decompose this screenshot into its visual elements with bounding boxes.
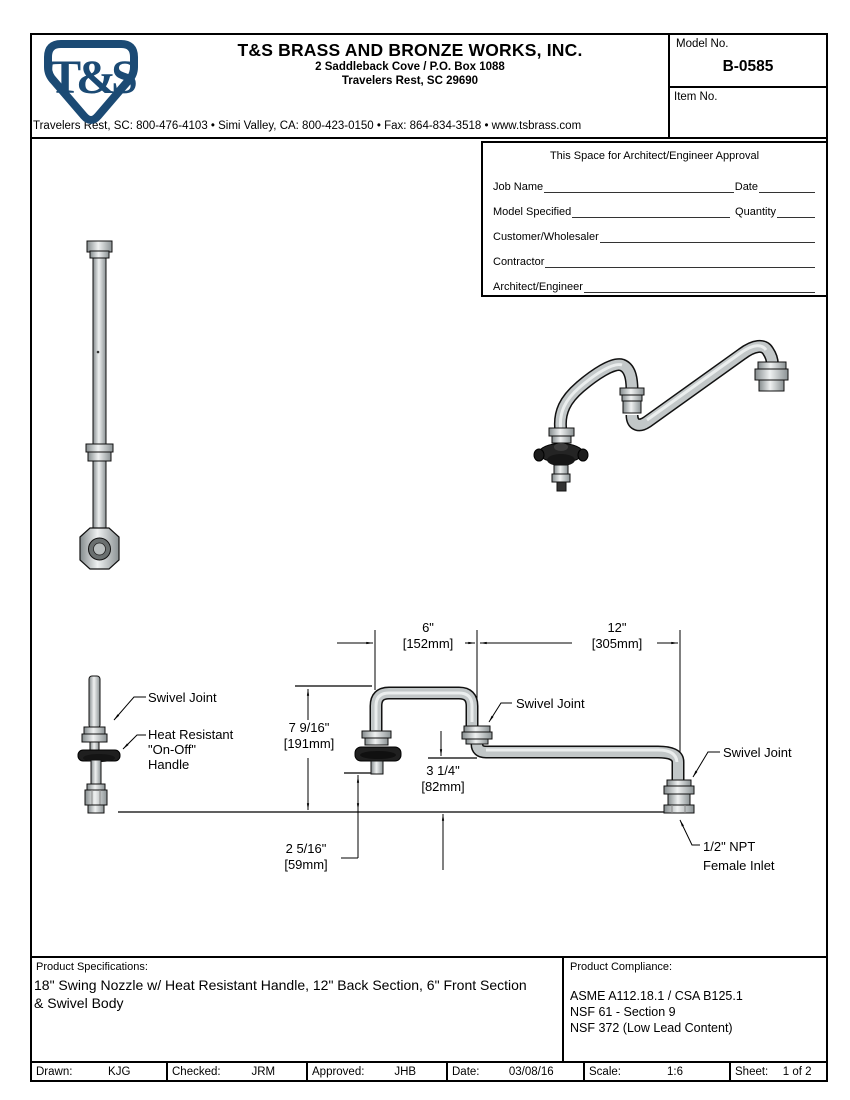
- company-address-line1: 2 Saddleback Cove / P.O. Box 1088: [315, 61, 505, 73]
- top-view-drawing: [80, 241, 119, 569]
- callout-heat-line3: Handle: [148, 757, 190, 772]
- scale-value: 1:6: [666, 1066, 683, 1078]
- scale-label: Scale:: [589, 1066, 621, 1078]
- approval-label-job-name: Job Name: [493, 181, 544, 193]
- company-contact-line: Travelers Rest, SC: 800-476-4103 • Simi Valley, CA: 800-423-0150 • Fax: 864-834-3518 • www.tsbrass.com: [33, 120, 582, 132]
- dimension-height-in: 7 9/16": [288, 720, 330, 735]
- sheet-label: Sheet:: [735, 1066, 769, 1078]
- checked-label: Checked:: [172, 1066, 221, 1078]
- approval-label-date: Date: [734, 181, 758, 193]
- approval-title: This Space for Architect/Engineer Approval: [549, 150, 760, 162]
- callout-heat-resistant-handle: [148, 727, 233, 772]
- compliance-line-asme: ASME A112.18.1 / CSA B125.1: [570, 989, 743, 1003]
- dimension-front-section: [391, 620, 465, 652]
- approval-label-contractor: Contractor: [493, 256, 545, 268]
- callout-inlet-line1: 1/2" NPT: [703, 839, 756, 854]
- model-no-label: Model No.: [676, 38, 729, 50]
- dimension-lower-in: 3 1/4": [426, 763, 460, 778]
- dimension-front-section-mm: [152mm]: [402, 636, 454, 651]
- compliance-line-nsf61: NSF 61 - Section 9: [570, 1005, 676, 1019]
- company-name: T&S BRASS AND BRONZE WORKS, INC.: [237, 40, 583, 60]
- approved-label: Approved:: [312, 1066, 365, 1078]
- product-specifications-body: 18" Swing Nozzle w/ Heat Resistant Handle, 12" Back Section, 6" Front Section & Swivel Body: [34, 977, 527, 1011]
- dimension-lower-mm: [82mm]: [421, 779, 465, 794]
- dimension-height-mm: [191mm]: [283, 736, 335, 751]
- ts-logo-text: T&S: [49, 51, 133, 104]
- callout-swivel-joint-middle: Swivel Joint: [516, 696, 585, 711]
- callout-swivel-joint-right: Swivel Joint: [723, 745, 792, 760]
- approval-label-quantity: Quantity: [735, 206, 776, 218]
- dimension-back-section: [577, 620, 657, 652]
- callout-heat-line1: Heat Resistant: [148, 727, 234, 742]
- date-value: 03/08/16: [508, 1066, 554, 1078]
- dimension-shank-in: 2 5/16": [285, 841, 327, 856]
- dimension-lower: [408, 763, 478, 795]
- compliance-line-nsf372: NSF 372 (Low Lead Content): [570, 1021, 733, 1035]
- product-compliance-label: Product Compliance:: [570, 961, 673, 973]
- dimension-back-section-mm: [305mm]: [591, 636, 643, 651]
- approval-label-customer: Customer/Wholesaler: [493, 231, 599, 243]
- isometric-drawing: [534, 346, 788, 491]
- callout-female-inlet: [703, 837, 775, 875]
- approved-value: JHB: [394, 1066, 417, 1078]
- model-no-value: B-0585: [722, 58, 774, 75]
- dimension-back-section-in: 12": [607, 620, 627, 635]
- company-address-line2: Travelers Rest, SC 29690: [341, 75, 479, 87]
- checked-value: JRM: [251, 1066, 276, 1078]
- item-no-label: Item No.: [674, 91, 718, 103]
- product-specifications-label: Product Specifications:: [36, 961, 148, 973]
- approval-label-model-specified: Model Specified: [493, 206, 572, 218]
- approval-label-architect: Architect/Engineer: [493, 281, 583, 293]
- drawn-label: Drawn:: [36, 1066, 73, 1078]
- dimension-shank-mm: [59mm]: [284, 857, 328, 872]
- callout-inlet-line2: Female Inlet: [703, 858, 775, 873]
- dimension-front-section-in: 6": [422, 620, 434, 635]
- dimension-shank: [271, 841, 341, 873]
- date-label: Date:: [452, 1066, 480, 1078]
- sheet-value: 1 of 2: [782, 1066, 812, 1078]
- callout-heat-line2: "On-Off": [148, 742, 197, 757]
- callout-swivel-joint-detail: Swivel Joint: [148, 690, 217, 705]
- dimension-height: [272, 720, 346, 752]
- drawn-value: KJG: [108, 1066, 131, 1078]
- handle-detail-drawing: [78, 676, 146, 813]
